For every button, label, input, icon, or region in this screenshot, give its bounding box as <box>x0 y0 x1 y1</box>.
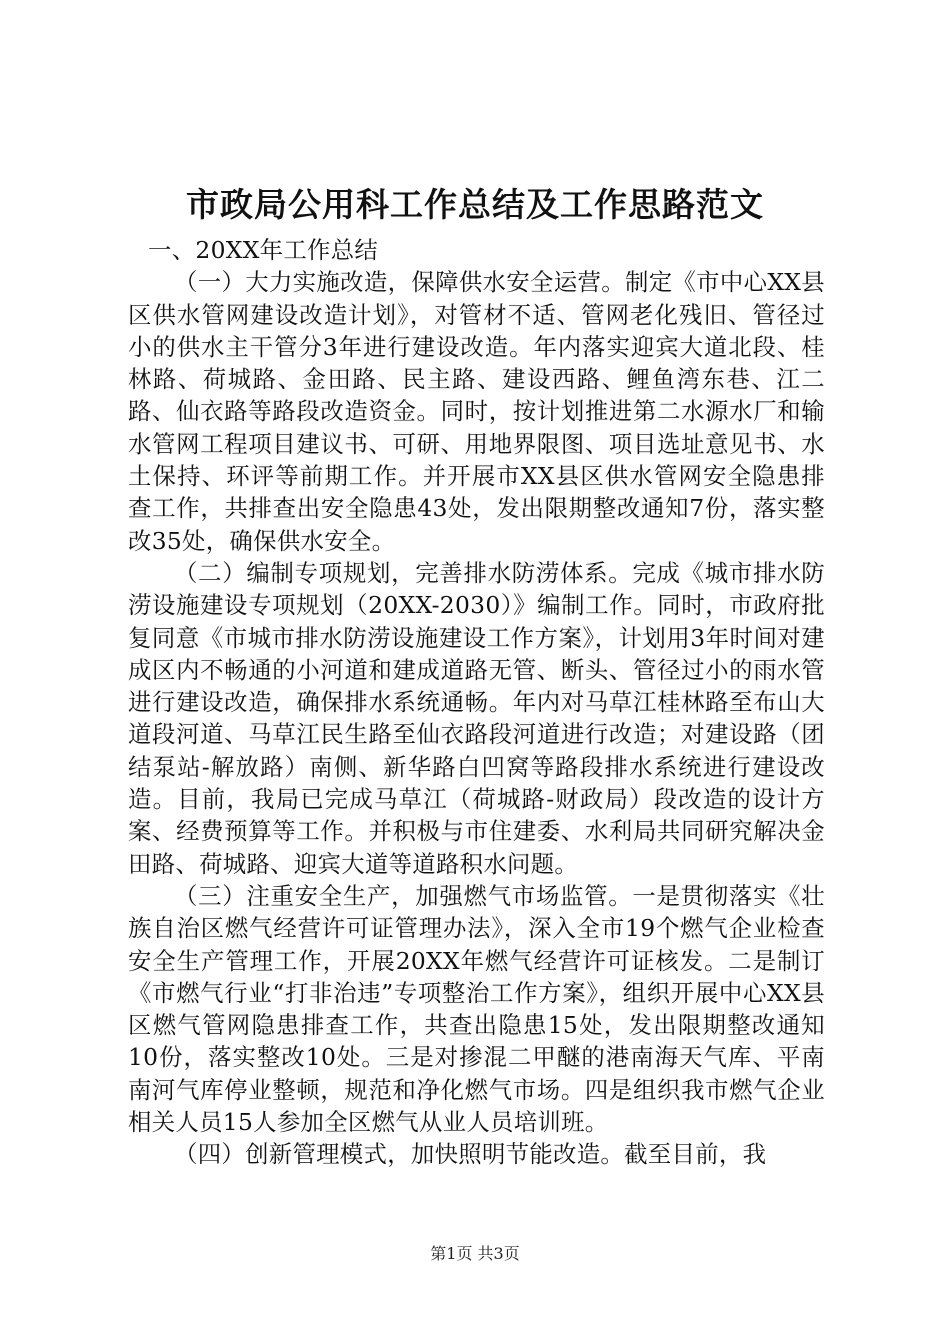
document-title: 市政局公用科工作总结及工作思路范文 <box>186 185 764 224</box>
paragraph-drainage: （二）编制专项规划，完善排水防涝体系。完成《城市排水防涝设施建设专项规划（20XX-2030）》编制工作。同时，市政府批复同意《市城市排水防涝设施建设工作方案》，计划用3年时间对建成区内不畅通的小河道和建成道路无管、断头、管径过小的雨水管进行建设改造，确保排水系统通畅。年内对马草江桂林路至布山大道段河道、马草江民生路至仙衣路段河道进行改造；对建设路（团结泵站-解放路）南侧、新华路白凹窝等路段排水系统进行建设改造。目前，我局已完成马草江（荷城路-财政局）段改造的设计方案、经费预算等工作。并积极与市住建委、水利局共同研究解决金田路、荷城路、迎宾大道等道路积水问题。 <box>128 558 825 878</box>
paragraph-water-supply: （一）大力实施改造，保障供水安全运营。制定《市中心XX县区供水管网建设改造计划》，对管材不适、管网老化残旧、管径过小的供水主干管分3年进行建设改造。年内落实迎宾大道北段、桂林路、荷城路、金田路、民主路、建设西路、鲤鱼湾东巷、江二路、仙衣路等路段改造资金。同时，按计划推进第二水源水厂和输水管网工程项目建议书、可研、用地界限图、项目选址意见书、水土保持、环评等前期工作。并开展市XX县区供水管网安全隐患排查工作，共排查出安全隐患43处，发出限期整改通知7份，落实整改35处，确保供水安全。 <box>128 268 825 555</box>
paragraph-gas-safety: （三）注重安全生产，加强燃气市场监管。一是贯彻落实《壮族自治区燃气经营许可证管理办法》，深入全市19个燃气企业检查安全生产管理工作，开展20XX年燃气经营许可证核发。二是制订《市燃气行业“打非治违”专项整治工作方案》，组织开展中心XX县区燃气管网隐患排查工作，共查出隐患15处，发出限期整改通知10份，落实整改10处。三是对掺混二甲醚的港南海天气库、平南南河气库停业整顿，规范和净化燃气市场。四是组织我市燃气企业相关人员15人参加全区燃气从业人员培训班。 <box>128 881 825 1137</box>
page-footer: 第1页 共3页 <box>430 1244 520 1263</box>
section-heading: 一、20XX年工作总结 <box>148 236 379 264</box>
document-body <box>128 234 825 1171</box>
paragraph-lighting: （四）创新管理模式，加快照明节能改造。截至目前，我 <box>174 1140 767 1169</box>
